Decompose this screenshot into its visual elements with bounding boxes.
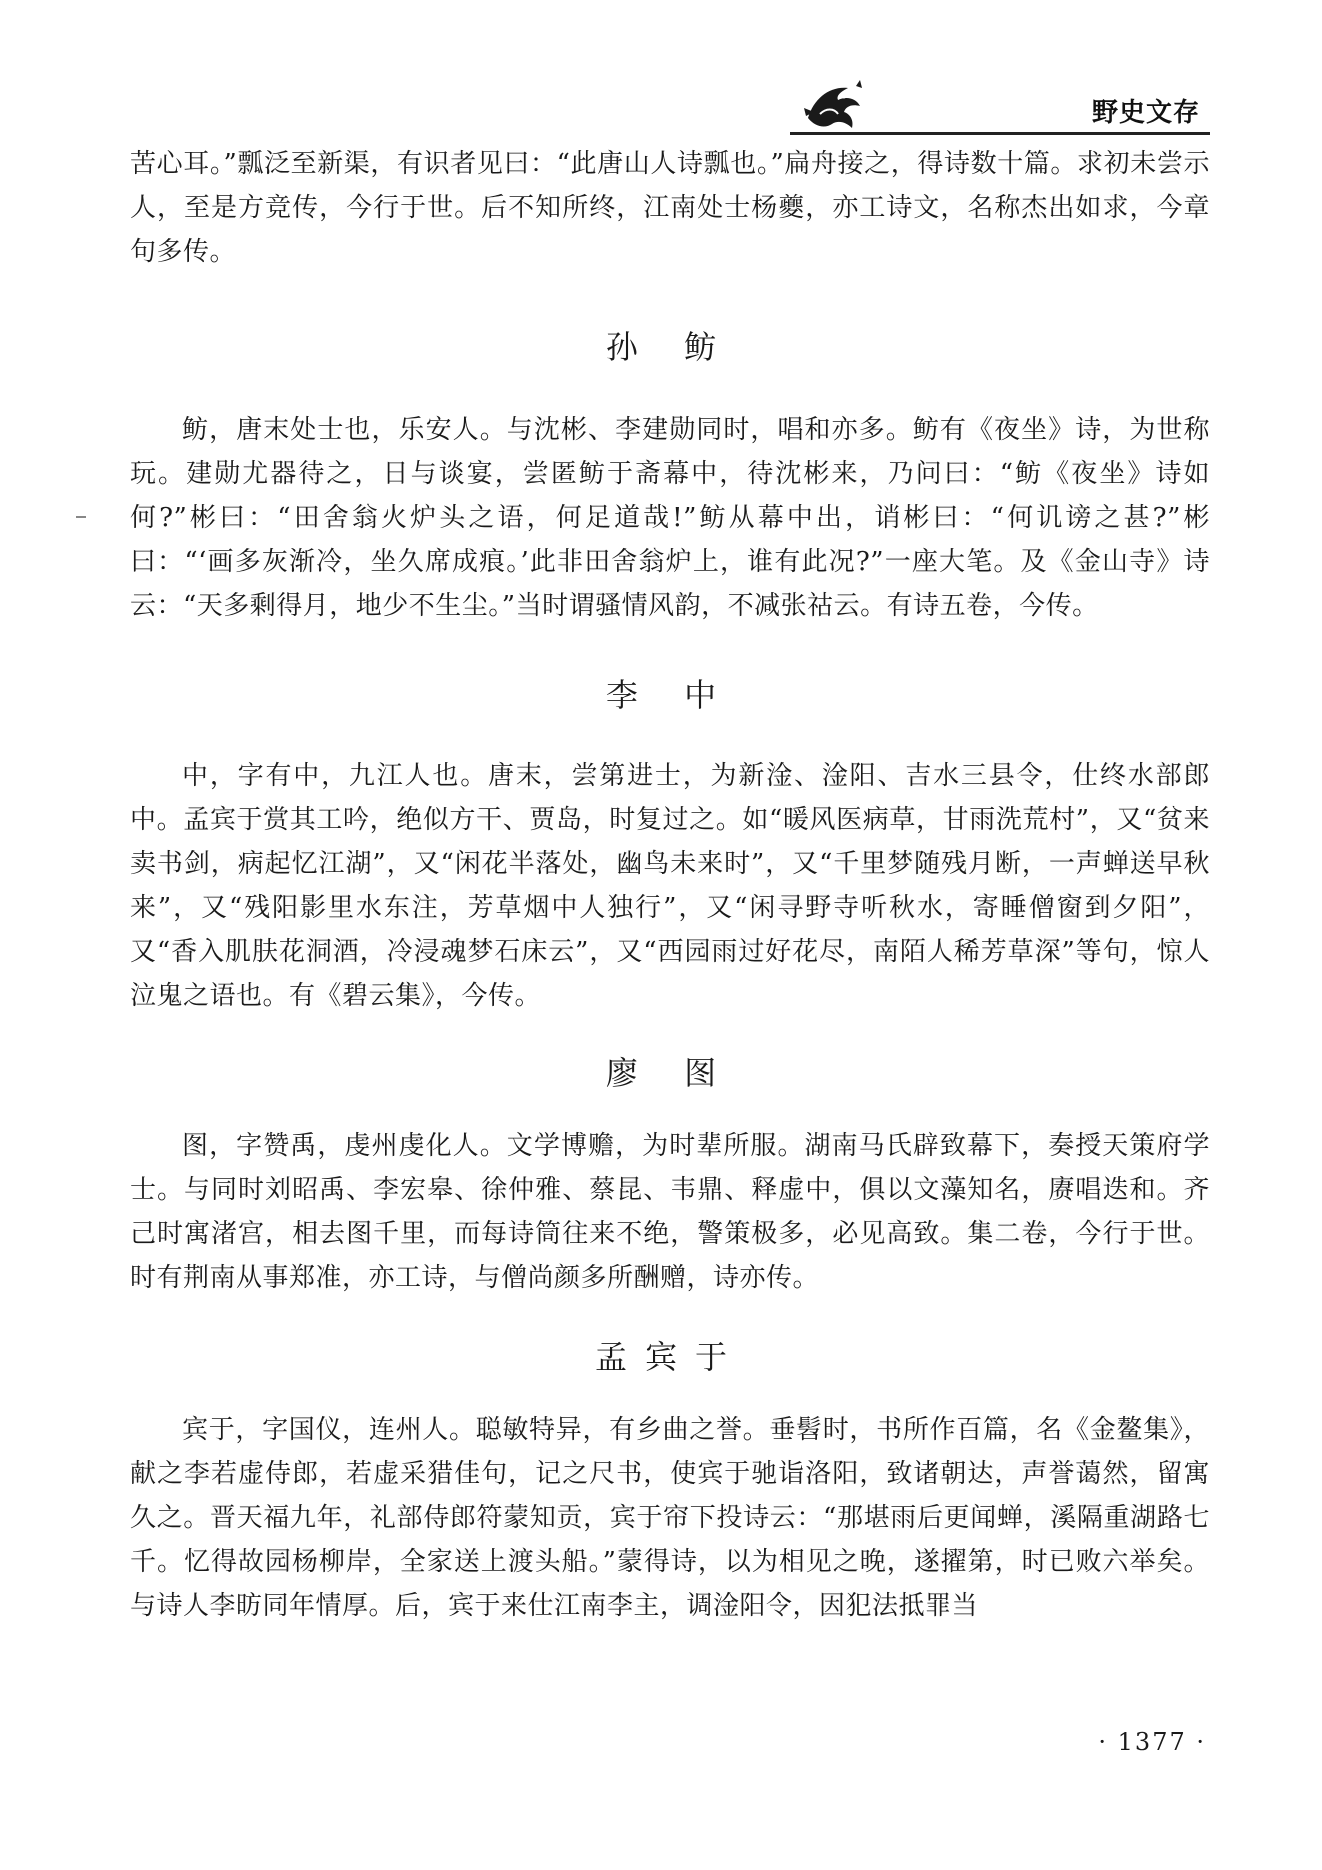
running-header (790, 78, 1210, 134)
continued-paragraph: 苦心耳。”瓢泛至新渠，有识者见曰：“此唐山人诗瓢也。”扁舟接之，得诗数十篇。求初未尝示人，至是方竞传，今行于世。后不知所终，江南处士杨夔，亦工诗文，名称杰出如求，今章句多传。 (130, 149, 1210, 267)
section-title-meng-binyu: 孟宾于 (594, 1338, 745, 1376)
section-paragraph-sun-fang: 鲂，唐末处士也，乐安人。与沈彬、李建勋同时，唱和亦多。鲂有《夜坐》诗，为世称玩。建勋尤器待之，日与谈宴，尝匿鲂于斋幕中，待沈彬来，乃问曰：“鲂《夜坐》诗如何?”彬曰：“田舍翁火炉头之语，何足道哉!”鲂从幕中出，诮彬曰：“何讥谤之甚?”彬曰：“‘画多灰渐冷，坐久席成痕。’此非田舍翁炉上，谁有此况?”一座大笔。及《金山寺》诗云：“天多剩得月，地少不生尘。”当时谓骚情风韵，不减张祜云。有诗五卷，今传。 (130, 415, 1210, 621)
header-rule (790, 132, 1210, 135)
dragon-emblem-icon (800, 78, 866, 134)
section-title-li-zhong: 李 中 (605, 676, 735, 714)
margin-mark (76, 516, 86, 518)
page-content (130, 142, 1210, 1628)
header-title: 野史文存 (1091, 98, 1200, 128)
section-paragraph-li-zhong: 中，字有中，九江人也。唐末，尝第进士，为新淦、淦阳、吉水三县令，仕终水部郎中。孟宾于赏其工吟，绝似方干、贾岛，时复过之。如“暖风医病草，甘雨洗荒村”，又“贫来卖书剑，病起忆江湖”，又“闲花半落处，幽鸟未来时”，又“千里梦随残月断，一声蝉送早秋来”，又“残阳影里水东注，芳草烟中人独行”，又“闲寻野寺听秋水，寄睡僧窗到夕阳”，又“香入肌肤花洞酒，冷浸魂梦石床云”，又“西园雨过好花尽，南陌人稀芳草深”等句，惊人泣鬼之语也。有《碧云集》，今传。 (130, 761, 1210, 1011)
page-number: · 1377 · (1098, 1728, 1206, 1756)
section-title-sun-fang: 孙 鲂 (605, 328, 735, 366)
section-title-liao-tu: 廖 图 (605, 1054, 735, 1092)
section-paragraph-liao-tu: 图，字赞禹，虔州虔化人。文学博赡，为时辈所服。湖南马氏辟致幕下，奏授天策府学士。与同时刘昭禹、李宏皋、徐仲雅、蔡昆、韦鼎、释虚中，俱以文藻知名，赓唱迭和。齐己时寓渚宫，相去图千里，而每诗筒往来不绝，警策极多，必见高致。集二卷，今行于世。时有荆南从事郑准，亦工诗，与僧尚颜多所酬赠，诗亦传。 (130, 1131, 1210, 1293)
section-paragraph-meng-binyu: 宾于，字国仪，连州人。聪敏特异，有乡曲之誉。垂髫时，书所作百篇，名《金鳌集》，献之李若虚侍郎，若虚采猎佳句，记之尺书，使宾于驰诣洛阳，致诸朝达，声誉蔼然，留寓久之。晋天福九年，礼部侍郎符蒙知贡，宾于帘下投诗云：“那堪雨后更闻蝉，溪隔重湖路七千。忆得故园杨柳岸，全家送上渡头船。”蒙得诗，以为相见之晚，遂擢第，时已败六举矣。与诗人李昉同年情厚。后，宾于来仕江南李主，调淦阳令，因犯法抵罪当 (130, 1415, 1210, 1621)
